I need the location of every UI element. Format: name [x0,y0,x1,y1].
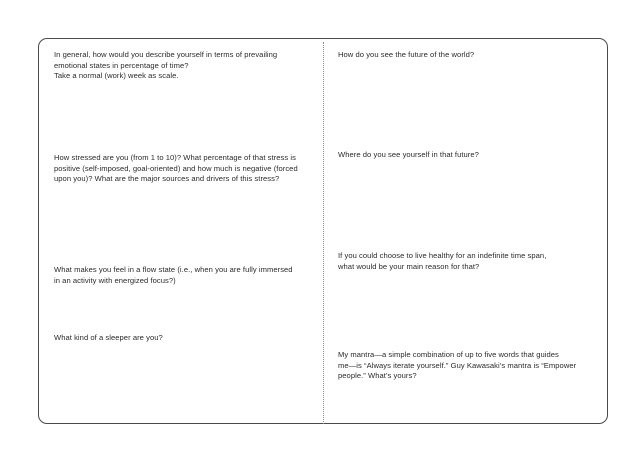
question-self-in-future: Where do you see yourself in that future? [338,150,479,159]
question-flow-state: What makes you feel in a flow state (i.e., when you are fully immersed in an activity with energized focus?) [54,265,293,285]
question-mantra: My mantra—a simple combination of up to five words that guides me—is “Always iterate yourself.” Guy Kawasaki’s mantra is “Empower people.” What’s yours? [338,350,577,381]
column-divider [323,42,324,424]
question-live-healthy: If you could choose to live healthy for an indefinite time span, what would be your main reason for that? [338,251,547,271]
question-stress-level: How stressed are you (from 1 to 10)? What percentage of that stress is positive (self-imposed, goal-oriented) and how much is negative (forced upon you)? What are the major sources and drivers of this stress? [54,153,298,184]
question-emotional-states: In general, how would you describe yourself in terms of prevailing emotional states in percentage of time? Take a normal (work) week as scale. [54,50,278,81]
question-sleeper: What kind of a sleeper are you? [54,333,163,342]
question-future-world: How do you see the future of the world? [338,50,475,59]
